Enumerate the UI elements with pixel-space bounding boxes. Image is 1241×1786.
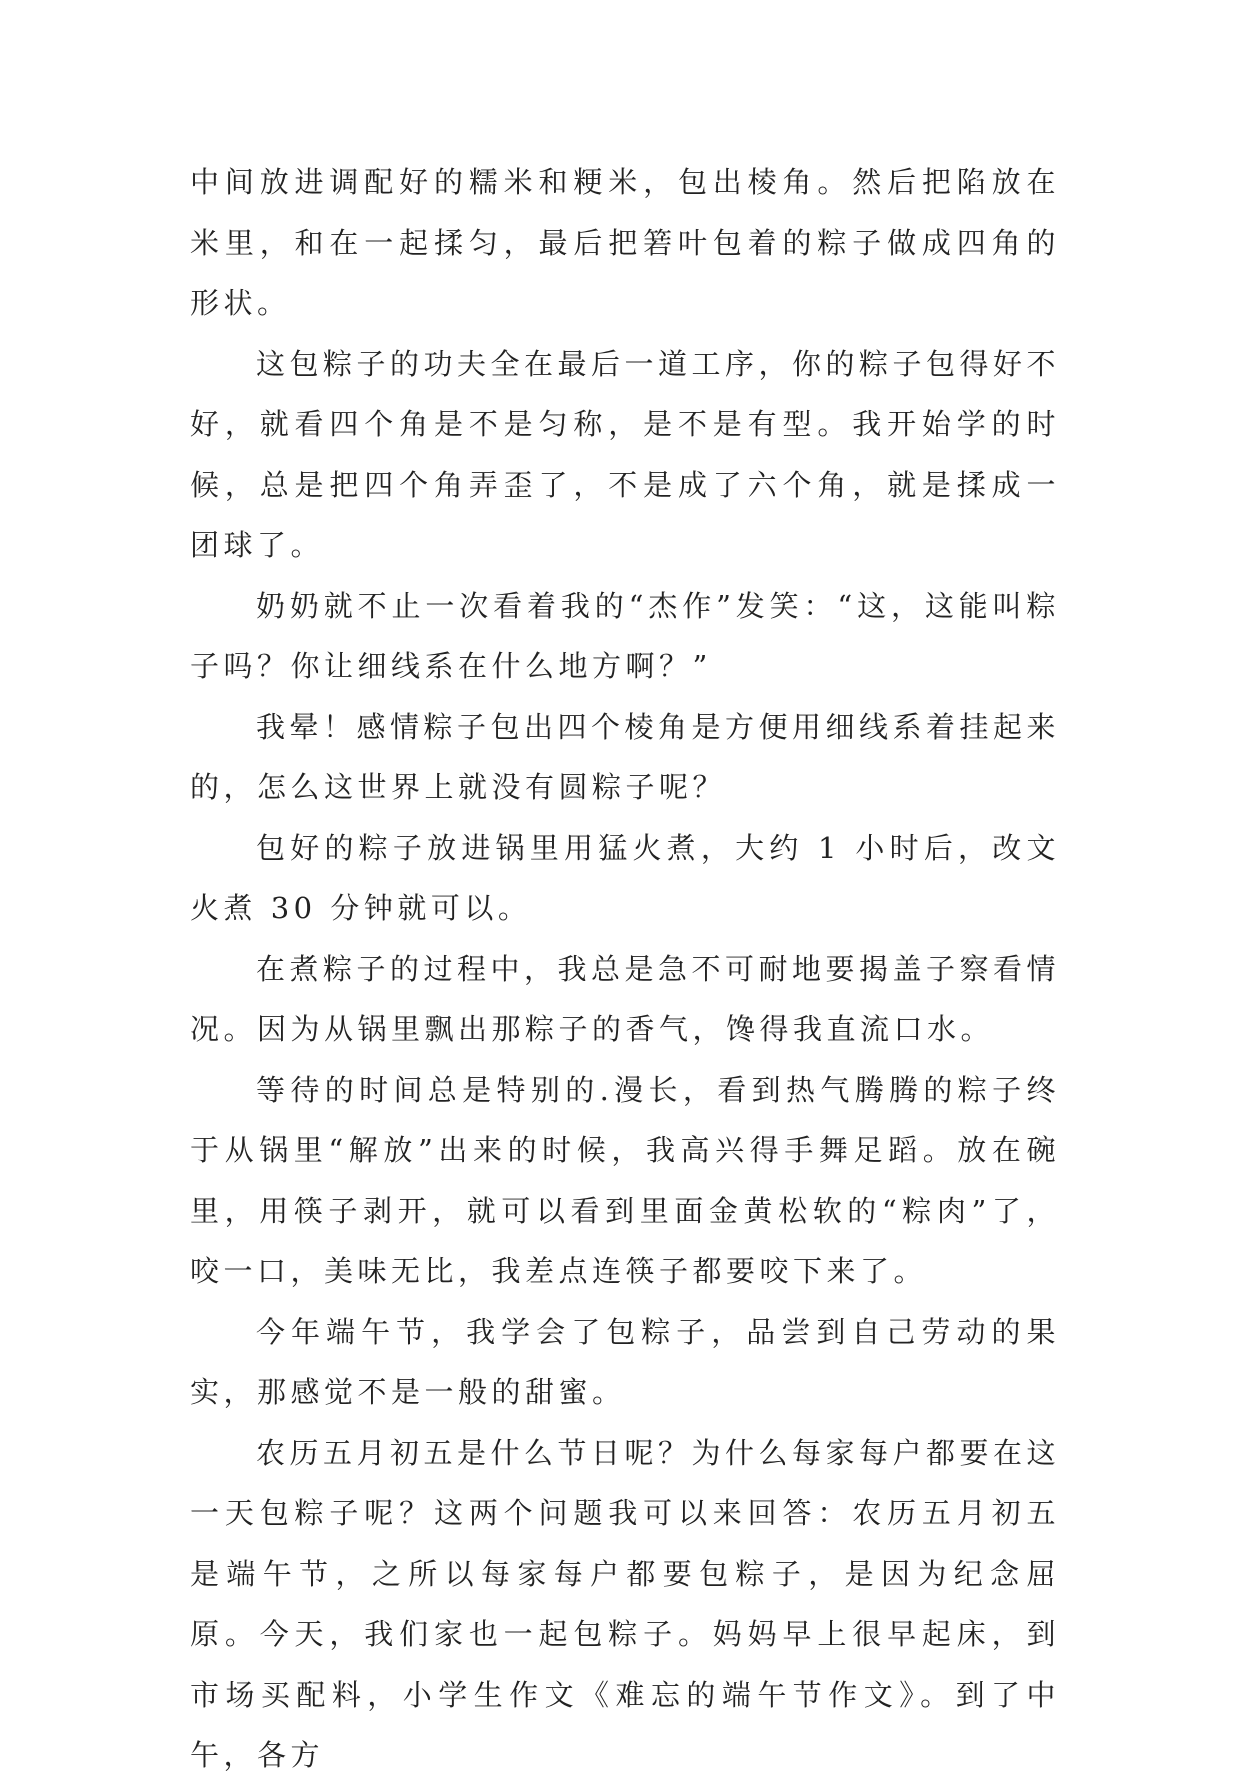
paragraph-7: 等待的时间总是特别的.漫长，看到热气腾腾的粽子终于从锅里“解放”出来的时候，我高兴得手舞足蹈。放在碗里，用筷子剥开，就可以看到里面金黄松软的“粽肉”了，咬一口，美味无比，我差点连筷子都要咬下来了。 xyxy=(190,1072,1060,1288)
paragraph-6: 在煮粽子的过程中，我总是急不可耐地要揭盖子察看情况。因为从锅里飘出那粽子的香气，馋得我直流口水。 xyxy=(190,951,1061,1046)
paragraph-5: 包好的粽子放进锅里用猛火煮，大约 1 小时后，改文火煮 30 分钟就可以。 xyxy=(190,830,1060,925)
paragraph-9: 农历五月初五是什么节日呢？为什么每家每户都要在这一天包粽子呢？这两个问题我可以来回答：农历五月初五是端午节，之所以每家每户都要包粽子，是因为纪念屈原。今天，我们家也一起包粽子。妈妈早上很早起床，到市场买配料，小学生作文《难忘的端午节作文》。到了中午，各方 xyxy=(190,1435,1061,1772)
paragraph-4: 我晕！感情粽子包出四个棱角是方便用细线系着挂起来的，怎么这世界上就没有圆粽子呢？ xyxy=(190,709,1061,804)
paragraph-1: 中间放进调配好的糯米和粳米，包出棱角。然后把陷放在米里，和在一起揉匀，最后把箬叶包着的粽子做成四角的形状。 xyxy=(190,165,1060,320)
article-body xyxy=(190,152,1060,1786)
paragraph-3: 奶奶就不止一次看着我的“杰作”发笑：“这，这能叫粽子吗？你让细线系在什么地方啊？” xyxy=(190,588,1060,683)
paragraph-8: 今年端午节，我学会了包粽子，品尝到自己劳动的果实，那感觉不是一般的甜蜜。 xyxy=(190,1314,1060,1409)
paragraph-2: 这包粽子的功夫全在最后一道工序，你的粽子包得好不好，就看四个角是不是匀称，是不是有型。我开始学的时候，总是把四个角弄歪了，不是成了六个角，就是揉成一团球了。 xyxy=(190,346,1061,562)
